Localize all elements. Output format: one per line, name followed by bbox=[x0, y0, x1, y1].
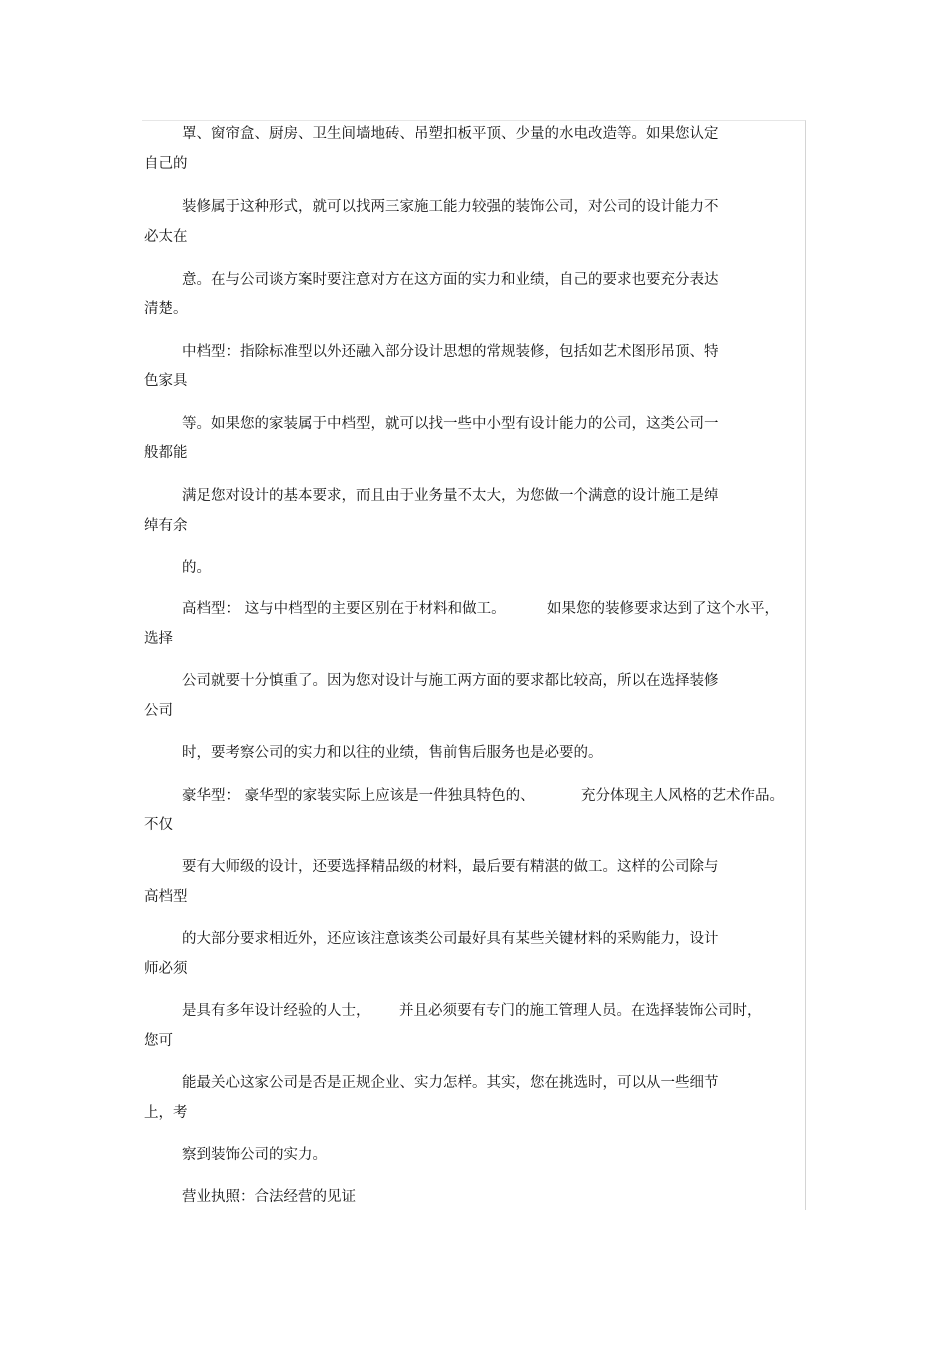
text-line: 要有大师级的设计，还要选择精品级的材料，最后要有精湛的做工。这样的公司除与 bbox=[182, 859, 719, 875]
text-line: 时，要考察公司的实力和以往的业绩，售前售后服务也是必要的。 bbox=[182, 745, 603, 761]
text-line: 上，考 bbox=[144, 1105, 188, 1121]
text-line: 不仅 bbox=[144, 817, 173, 833]
text-line: 察到装饰公司的实力。 bbox=[182, 1147, 327, 1163]
text-line: 满足您对设计的基本要求，而且由于业务量不太大，为您做一个满意的设计施工是绰 bbox=[182, 488, 719, 504]
text-line: 高档型 bbox=[144, 889, 188, 905]
section-heading: 营业执照：合法经营的见证 bbox=[182, 1189, 356, 1205]
text-segment: 豪华型： 豪华型的家装实际上应该是一件独具特色的、 bbox=[182, 788, 535, 804]
text-segment: 充分体现主人风格的艺术作品。 bbox=[581, 788, 784, 804]
text-line: 师必须 bbox=[144, 961, 188, 977]
text-line: 的大部分要求相近外，还应该注意该类公司最好具有某些关键材料的采购能力，设计 bbox=[182, 931, 719, 947]
text-line: 您可 bbox=[144, 1033, 173, 1049]
text-line: 意。在与公司谈方案时要注意对方在这方面的实力和业绩，自己的要求也要充分表达 bbox=[182, 272, 719, 288]
text-segment: 如果您的装修要求达到了这个水平， bbox=[547, 601, 779, 617]
text-line: 选择 bbox=[144, 631, 173, 647]
text-line: 色家具 bbox=[144, 373, 188, 389]
text-line: 等。如果您的家装属于中档型，就可以找一些中小型有设计能力的公司，这类公司一 bbox=[182, 416, 719, 432]
text-segment: 是具有多年设计经验的人士， bbox=[182, 1003, 371, 1019]
text-line: 清楚。 bbox=[144, 301, 188, 317]
text-segment: 高档型： 这与中档型的主要区别在于材料和做工。 bbox=[182, 601, 506, 617]
text-line: 装修属于这种形式，就可以找两三家施工能力较强的装饰公司，对公司的设计能力不 bbox=[182, 199, 719, 215]
text-line: 能最关心这家公司是否是正规企业、实力怎样。其实，您在挑选时，可以从一些细节 bbox=[182, 1075, 719, 1091]
text-line: 自己的 bbox=[144, 156, 188, 172]
text-line: 的。 bbox=[182, 560, 211, 576]
text-line: 中档型：指除标准型以外还融入部分设计思想的常规装修，包括如艺术图形吊顶、特 bbox=[182, 344, 719, 360]
text-line: 公司 bbox=[144, 703, 173, 719]
text-line: 般都能 bbox=[144, 445, 188, 461]
text-line: 公司就要十分慎重了。因为您对设计与施工两方面的要求都比较高，所以在选择装修 bbox=[182, 673, 719, 689]
text-line: 绰有余 bbox=[144, 518, 188, 534]
text-line: 罩、窗帘盒、厨房、卫生间墙地砖、吊塑扣板平顶、少量的水电改造等。如果您认定 bbox=[182, 126, 719, 142]
text-line: 必太在 bbox=[144, 229, 188, 245]
text-segment: 并且必须要有专门的施工管理人员。在选择装饰公司时， bbox=[399, 1003, 762, 1019]
